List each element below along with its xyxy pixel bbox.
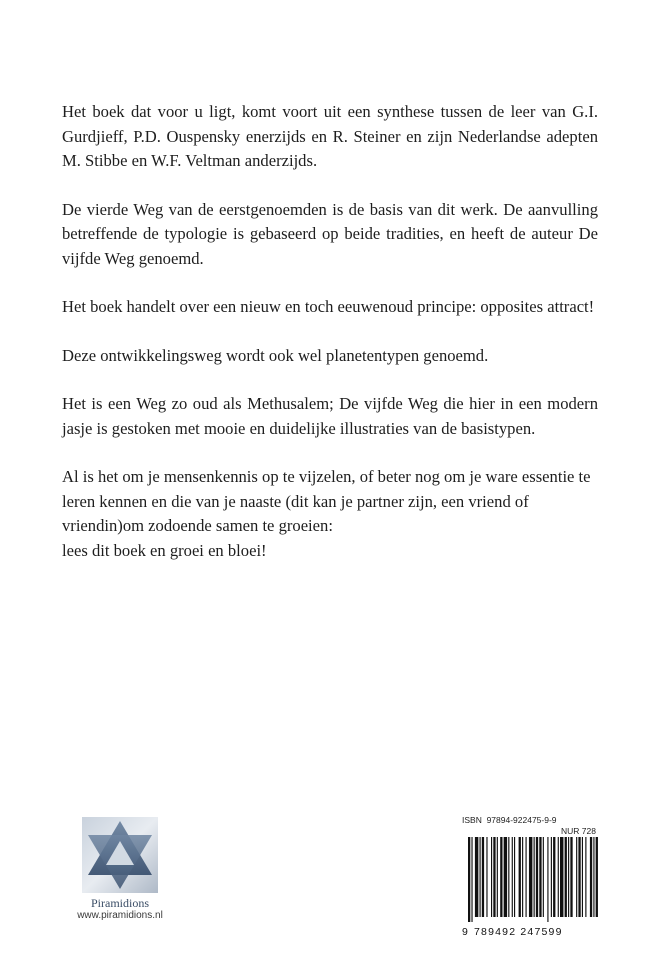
barcode-bar (471, 837, 472, 922)
barcode-digit-first: 9 (462, 926, 470, 938)
barcode-bar (519, 837, 521, 917)
star-of-david-logo-icon (82, 817, 158, 893)
barcode-bar (500, 837, 502, 917)
paragraph-1: Het boek dat voor u ligt, komt voort uit een synthese tussen de leer van G.I. Gurdjieff, P.D. Ouspensky enerzijds en R. Steiner en zijn Nederlandse adepten M. Stibbe en W.F. Veltman anderzijds. (62, 102, 598, 170)
barcode-bar (493, 837, 495, 917)
barcode-bar (486, 837, 487, 917)
barcode-bar (553, 837, 555, 917)
paragraph-2: De vierde Weg van de eerstgenoemden is de basis van dit werk. De aanvulling betreffende de typologie is gebaseerd op beide tradities, en heeft de auteur De vijfde Weg genoemd. (62, 199, 598, 268)
paragraph-3: Het boek handelt over een nieuw en toch eeuwenoud principe: opposites attract! (62, 297, 595, 316)
back-cover-text (62, 100, 598, 563)
barcode-bar (551, 837, 552, 917)
isbn-value: 97894-922475-9-9 (486, 815, 557, 825)
barcode-bar (558, 837, 559, 917)
barcode-bar (491, 837, 492, 917)
barcode-bar (468, 837, 470, 922)
barcode-bar (522, 837, 523, 917)
closing-line-2: lees dit boek en groei en bloei! (62, 540, 267, 560)
barcode-bar (568, 837, 569, 917)
barcode-bar (497, 837, 498, 917)
barcode-bar (534, 837, 535, 917)
barcode-bar (539, 837, 541, 917)
barcode-bar (582, 837, 583, 917)
publisher-name: Piramidions (90, 896, 149, 910)
barcode-bar (529, 837, 532, 917)
barcode-bar (590, 837, 592, 917)
barcode-bar (482, 837, 484, 917)
barcode-bar (512, 837, 513, 917)
closing-line-1: Al is het om je mensenkennis op te vijzelen, of beter nog om je ware essentie te leren kennen en die van je naaste (dit kan je partner zijn, een vriend of vriendin)om zodoende samen te groeien: (62, 467, 591, 535)
barcode-bar (514, 837, 515, 917)
barcode-digits-group-2: 247599 (520, 926, 563, 938)
barcode-bar (536, 837, 538, 917)
barcode-bar (480, 837, 481, 917)
isbn-label: ISBN (462, 815, 482, 825)
barcode-bar (560, 837, 563, 917)
barcode-bar (504, 837, 507, 917)
closing-paragraph (62, 465, 598, 563)
barcode-bar (526, 837, 527, 917)
barcode-bar (576, 837, 577, 917)
barcode-bar (475, 837, 478, 917)
barcode-bar (508, 837, 509, 917)
barcode-bar (585, 837, 586, 917)
barcode-bar (543, 837, 544, 917)
barcode-digits-group-1: 789492 (474, 926, 517, 938)
paragraph-4: Deze ontwikkelingsweg wordt ook wel planetentypen genoemd. (62, 345, 489, 365)
barcode-digits (462, 926, 600, 938)
barcode-bar (547, 837, 548, 922)
barcode-bar (593, 837, 594, 917)
publisher-url: www.piramidions.nl (77, 910, 163, 921)
barcode-bar (596, 837, 598, 917)
nur-code: NUR 728 (561, 826, 596, 836)
barcode-bar (578, 837, 580, 917)
paragraph-5: Het is een Weg zo oud als Methusalem; De vijfde Weg die hier in een modern jasje is gestoken met mooie en duidelijke illustraties van de basistypen. (62, 394, 598, 438)
barcode-bar (565, 837, 567, 917)
isbn-line (462, 815, 600, 825)
barcode-bar (570, 837, 572, 917)
barcode-icon (462, 837, 600, 922)
